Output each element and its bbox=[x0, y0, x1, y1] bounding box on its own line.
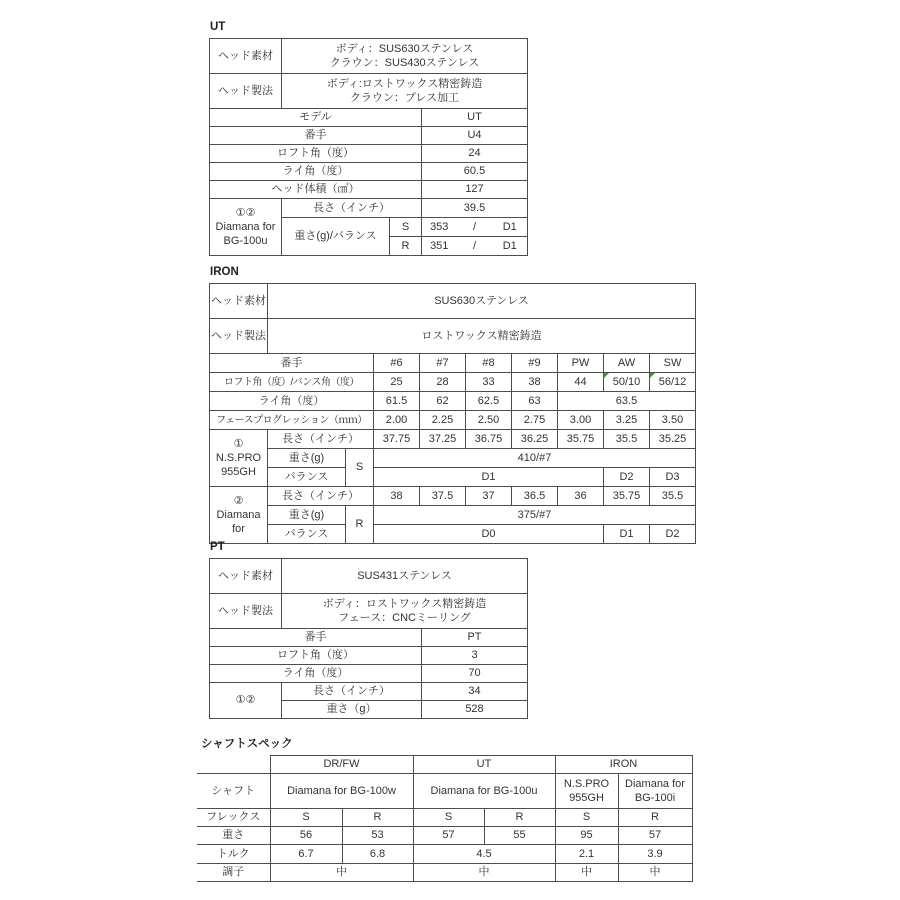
iron-method-label: ヘッド製法 bbox=[210, 319, 268, 354]
shaft-name-iron-r bbox=[618, 774, 692, 809]
iron-fp-value: 3.00 bbox=[558, 411, 604, 430]
ut-material-line1: ボディ：SUS630ステンレス bbox=[335, 42, 474, 55]
iron-loft-sw-text: 56/12 bbox=[658, 375, 687, 388]
pt-row-label: ライ角（度） bbox=[210, 665, 422, 683]
flex-value: R bbox=[618, 809, 692, 827]
ut-method-label: ヘッド製法 bbox=[210, 74, 282, 109]
kick-value-ut: 中 bbox=[413, 864, 555, 882]
iron-spec-table bbox=[209, 283, 696, 544]
iron-lie-value: 63 bbox=[512, 392, 558, 411]
iron-weight2-value: 375/#7 bbox=[374, 506, 696, 525]
ut-row-value: 127 bbox=[422, 181, 528, 199]
iron-length1-value: 36.75 bbox=[466, 430, 512, 449]
torque-value: 6.7 bbox=[270, 845, 342, 864]
ut-flex-r: R bbox=[390, 237, 422, 256]
ut-weight-balance-label: 重さ(g)/バランス bbox=[282, 218, 390, 256]
ut-method-line2: クラウン：プレス加工 bbox=[349, 92, 460, 104]
pt-section-title: PT bbox=[210, 541, 225, 553]
iron-loft-value-aw bbox=[604, 373, 650, 392]
iron-fp-value: 2.25 bbox=[420, 411, 466, 430]
pt-method-line1: ボディ：ロストワックス精密鋳造 bbox=[322, 597, 487, 610]
weight-row-label: 重さ bbox=[197, 827, 270, 845]
iron-section bbox=[209, 266, 696, 544]
error-marker-icon bbox=[650, 373, 655, 378]
ut-r-slash: / bbox=[457, 237, 493, 256]
iron-balance1-aw: D2 bbox=[604, 468, 650, 487]
ut-shaft-group-line2: Diamana for bbox=[215, 220, 276, 233]
ut-s-weight: 353 bbox=[422, 218, 457, 237]
iron-length2-value: 37.5 bbox=[420, 487, 466, 506]
iron-section-title: IRON bbox=[210, 266, 239, 278]
ut-row-label: ライ角（度） bbox=[210, 163, 422, 181]
flex-value: R bbox=[484, 809, 555, 827]
flex-value: S bbox=[270, 809, 342, 827]
kick-value-drfw: 中 bbox=[270, 864, 413, 882]
iron-length2-value: 36 bbox=[558, 487, 604, 506]
iron-shaft1-line1: ① bbox=[233, 437, 244, 450]
shaft-name-ut: Diamana for BG-100u bbox=[413, 774, 555, 809]
shaft-group-header-ut: UT bbox=[413, 756, 555, 774]
iron-length1-value: 37.75 bbox=[374, 430, 420, 449]
ut-length-value: 39.5 bbox=[422, 199, 528, 218]
ut-row-value: 24 bbox=[422, 145, 528, 163]
ut-section-title: UT bbox=[210, 21, 226, 33]
pt-material-label: ヘッド素材 bbox=[210, 559, 282, 594]
iron-length1-value: 35.5 bbox=[604, 430, 650, 449]
weight-value: 55 bbox=[484, 827, 555, 845]
shaft-spec-table bbox=[197, 755, 693, 882]
shaft-name-drfw: Diamana for BG-100w bbox=[270, 774, 413, 809]
shaft-name-iron-r-line2: BG-100i bbox=[634, 792, 676, 804]
iron-lie-value: 62 bbox=[420, 392, 466, 411]
pt-weight-label: 重さ（g） bbox=[282, 701, 422, 719]
torque-value: 2.1 bbox=[555, 845, 618, 864]
pt-material-value: SUS431ステンレス bbox=[282, 559, 528, 594]
ut-row-value: UT bbox=[422, 109, 528, 127]
iron-shaft2-line3: for bbox=[232, 523, 245, 536]
ut-row-label: 番手 bbox=[210, 127, 422, 145]
iron-loft-value: 44 bbox=[558, 373, 604, 392]
torque-value-ut: 4.5 bbox=[413, 845, 555, 864]
iron-balance1-main: D1 bbox=[374, 468, 604, 487]
iron-fp-value: 2.75 bbox=[512, 411, 558, 430]
pt-row-label: ロフト角（度） bbox=[210, 647, 422, 665]
shaft-row-label: シャフト bbox=[197, 774, 270, 809]
iron-length1-label: 長さ（インチ） bbox=[268, 430, 374, 449]
iron-material-label: ヘッド素材 bbox=[210, 284, 268, 319]
pt-method-label: ヘッド製法 bbox=[210, 594, 282, 629]
iron-club-header: #7 bbox=[420, 354, 466, 373]
torque-row-label: トルク bbox=[197, 845, 270, 864]
flex-value: S bbox=[555, 809, 618, 827]
ut-material-value bbox=[282, 39, 528, 74]
torque-value: 3.9 bbox=[618, 845, 692, 864]
iron-balance2-sw: D2 bbox=[650, 525, 696, 544]
iron-flex-s: S bbox=[346, 449, 374, 487]
iron-length1-value: 35.75 bbox=[558, 430, 604, 449]
flex-value: R bbox=[342, 809, 413, 827]
iron-length2-value: 35.75 bbox=[604, 487, 650, 506]
iron-shaft1-line2: N.S.PRO bbox=[215, 451, 262, 464]
iron-shaft1-label bbox=[210, 430, 268, 487]
pt-row-value: 70 bbox=[422, 665, 528, 683]
ut-row-label: ロフト角（度） bbox=[210, 145, 422, 163]
shaft-blank-corner bbox=[197, 756, 270, 774]
ut-method-value bbox=[282, 74, 528, 109]
iron-length2-value: 36.5 bbox=[512, 487, 558, 506]
iron-loft-aw-text: 50/10 bbox=[612, 375, 641, 388]
torque-value: 6.8 bbox=[342, 845, 413, 864]
ut-section bbox=[209, 21, 528, 256]
iron-loft-value: 33 bbox=[466, 373, 512, 392]
pt-length-label: 長さ（インチ） bbox=[282, 683, 422, 701]
iron-lie-value: 61.5 bbox=[374, 392, 420, 411]
iron-shaft2-label bbox=[210, 487, 268, 544]
ut-shaft-group-label bbox=[210, 199, 282, 256]
ut-s-slash: / bbox=[457, 218, 493, 237]
error-marker-icon bbox=[604, 373, 609, 378]
pt-method-line2: フェース：CNCミーリング bbox=[338, 612, 471, 624]
shaft-name-iron-s-line1: N.S.PRO bbox=[563, 777, 610, 790]
ut-s-balance: D1 bbox=[493, 218, 528, 237]
iron-lie-value: 62.5 bbox=[466, 392, 512, 411]
weight-value: 95 bbox=[555, 827, 618, 845]
iron-length1-value: 36.25 bbox=[512, 430, 558, 449]
pt-row-label: 番手 bbox=[210, 629, 422, 647]
iron-club-header: #9 bbox=[512, 354, 558, 373]
iron-flex-r: R bbox=[346, 506, 374, 544]
shaft-group-header-drfw: DR/FW bbox=[270, 756, 413, 774]
flex-row-label: フレックス bbox=[197, 809, 270, 827]
pt-spec-table bbox=[209, 558, 528, 719]
weight-value: 56 bbox=[270, 827, 342, 845]
kick-value-iron-r: 中 bbox=[618, 864, 692, 882]
iron-weight1-value: 410/#7 bbox=[374, 449, 696, 468]
iron-lie-merged-value: 63.5 bbox=[558, 392, 696, 411]
iron-club-header: PW bbox=[558, 354, 604, 373]
weight-value: 57 bbox=[618, 827, 692, 845]
iron-length1-value: 35.25 bbox=[650, 430, 696, 449]
iron-balance1-sw: D3 bbox=[650, 468, 696, 487]
iron-weight2-label: 重さ(g) bbox=[268, 506, 346, 525]
iron-loft-value: 28 bbox=[420, 373, 466, 392]
pt-method-value bbox=[282, 594, 528, 629]
iron-length2-value: 37 bbox=[466, 487, 512, 506]
shaft-spec-section-title: シャフトスペック bbox=[201, 738, 293, 750]
ut-length-label: 長さ（インチ） bbox=[282, 199, 422, 218]
iron-club-header: AW bbox=[604, 354, 650, 373]
ut-material-line2: クラウン：SUS430ステンレス bbox=[329, 57, 480, 69]
iron-material-value: SUS630ステンレス bbox=[268, 284, 696, 319]
ut-row-label: ヘッド体積（㎤） bbox=[210, 181, 422, 199]
ut-shaft-group-line1: ①② bbox=[235, 206, 256, 219]
shaft-name-iron-s bbox=[555, 774, 618, 809]
shaft-spec-section bbox=[197, 738, 693, 882]
iron-balance2-aw: D1 bbox=[604, 525, 650, 544]
iron-shaft2-line1: ② bbox=[233, 494, 244, 507]
iron-length2-label: 長さ（インチ） bbox=[268, 487, 374, 506]
iron-balance1-label: バランス bbox=[268, 468, 346, 487]
iron-club-header: #6 bbox=[374, 354, 420, 373]
iron-club-header: #8 bbox=[466, 354, 512, 373]
ut-spec-table bbox=[209, 38, 528, 256]
ut-shaft-group-line3: BG-100u bbox=[223, 235, 268, 248]
pt-section bbox=[209, 541, 528, 719]
ut-flex-s: S bbox=[390, 218, 422, 237]
iron-club-header: SW bbox=[650, 354, 696, 373]
kick-row-label: 調子 bbox=[197, 864, 270, 882]
ut-row-value: U4 bbox=[422, 127, 528, 145]
iron-loft-value-sw bbox=[650, 373, 696, 392]
pt-row-value: PT bbox=[422, 629, 528, 647]
iron-balance2-label: バランス bbox=[268, 525, 346, 544]
iron-fp-value: 2.00 bbox=[374, 411, 420, 430]
pt-row-value: 3 bbox=[422, 647, 528, 665]
pt-weight-value: 528 bbox=[422, 701, 528, 719]
iron-shaft2-line2: Diamana bbox=[216, 508, 261, 521]
shaft-name-iron-r-line1: Diamana for bbox=[625, 777, 685, 790]
ut-material-label: ヘッド素材 bbox=[210, 39, 282, 74]
shaft-group-header-iron: IRON bbox=[555, 756, 692, 774]
weight-value: 53 bbox=[342, 827, 413, 845]
iron-weight1-label: 重さ(g) bbox=[268, 449, 346, 468]
ut-method-line1: ボディ:ロストワックス精密鋳造 bbox=[326, 77, 483, 90]
iron-fp-value: 3.25 bbox=[604, 411, 650, 430]
iron-balance2-main: D0 bbox=[374, 525, 604, 544]
ut-r-weight: 351 bbox=[422, 237, 457, 256]
iron-fp-value: 2.50 bbox=[466, 411, 512, 430]
iron-shaft1-line3: 955GH bbox=[221, 466, 256, 479]
flex-value: S bbox=[413, 809, 484, 827]
iron-fp-value: 3.50 bbox=[650, 411, 696, 430]
kick-value-iron-s: 中 bbox=[555, 864, 618, 882]
ut-row-value: 60.5 bbox=[422, 163, 528, 181]
iron-length2-value: 38 bbox=[374, 487, 420, 506]
iron-number-label: 番手 bbox=[210, 354, 374, 373]
ut-r-balance: D1 bbox=[493, 237, 528, 256]
iron-length2-value: 35.5 bbox=[650, 487, 696, 506]
iron-method-value: ロストワックス精密鋳造 bbox=[268, 319, 696, 354]
pt-group-label: ①② bbox=[210, 683, 282, 719]
iron-loft-value: 25 bbox=[374, 373, 420, 392]
iron-lie-label: ライ角（度） bbox=[210, 392, 374, 411]
shaft-name-iron-s-line2: 955GH bbox=[569, 792, 604, 804]
ut-row-label: モデル bbox=[210, 109, 422, 127]
iron-loft-label: ロフト角（度）/バンス角（度） bbox=[210, 373, 374, 392]
iron-loft-value: 38 bbox=[512, 373, 558, 392]
pt-length-value: 34 bbox=[422, 683, 528, 701]
iron-length1-value: 37.25 bbox=[420, 430, 466, 449]
weight-value: 57 bbox=[413, 827, 484, 845]
iron-fp-label: フェースプログレッション（ｍｍ） bbox=[210, 411, 374, 430]
